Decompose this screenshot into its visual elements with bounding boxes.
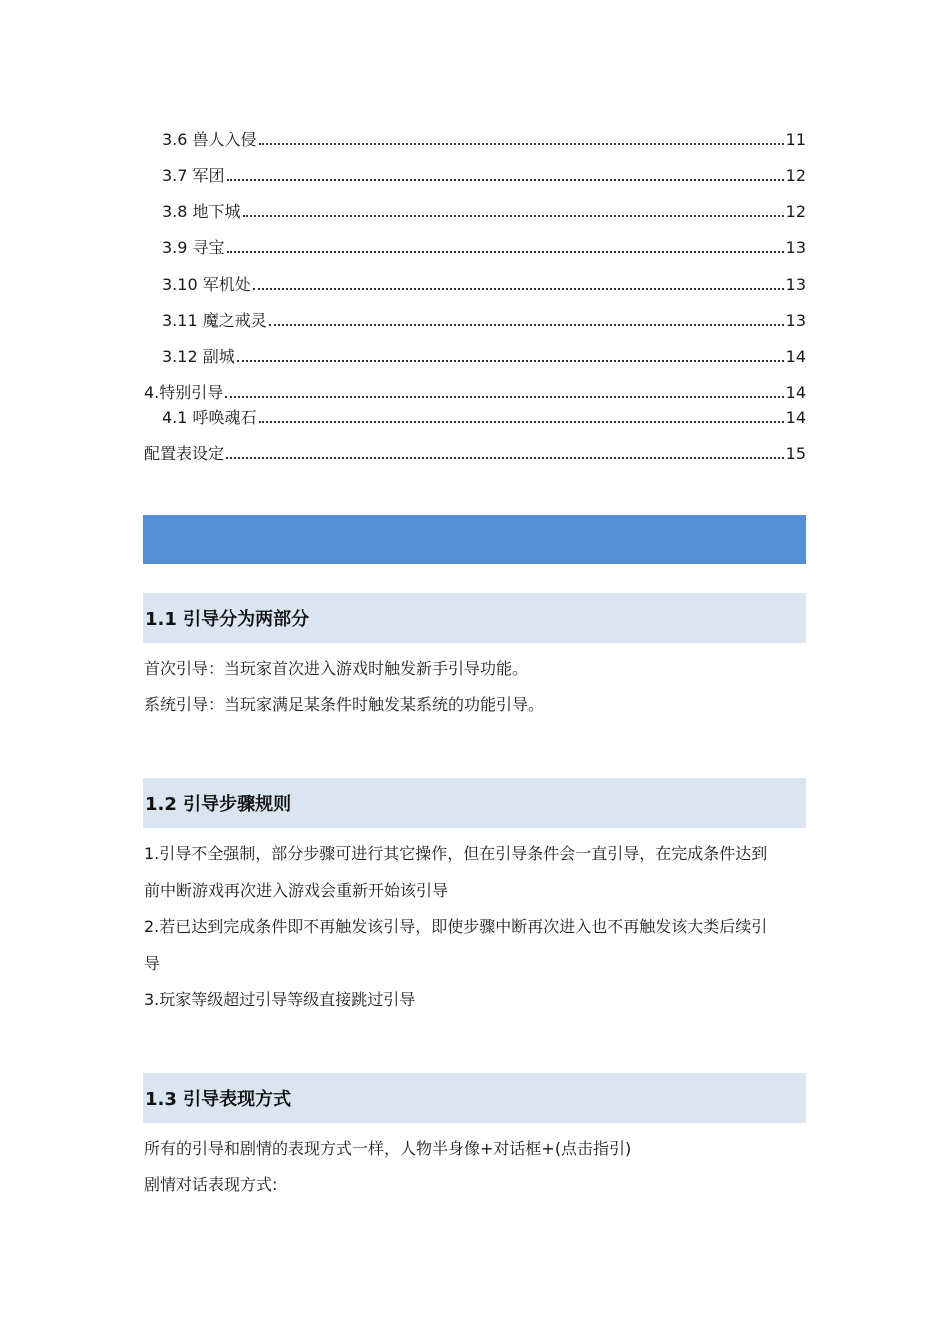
toc-dot-leader [253,288,784,290]
toc-entry[interactable] [144,162,806,186]
toc-entry-page: 11 [785,130,806,149]
paragraph-line: 前中断游戏再次进入游戏会重新开始该引导 [144,881,449,900]
toc-entry-title: 3.12 副城 [162,347,235,366]
toc-entry-page: 14 [785,383,806,402]
chapter-title-bar [143,515,806,564]
toc-entry-title: 4.1 呼唤魂石 [162,408,257,427]
section-heading: 1.2 引导步骤规则 [145,794,292,815]
paragraph-line: 2.若已达到完成条件即不再触发该引导，即使步骤中断再次进入也不再触发该大类后续引 [144,917,768,936]
toc-entry-page: 12 [785,202,806,221]
toc-entry-page: 15 [785,444,806,463]
section-heading: 1.3 引导表现方式 [145,1089,292,1110]
toc-dot-leader [259,421,784,423]
toc-entry-title: 4.特别引导 [144,383,224,402]
toc-dot-leader [226,457,784,459]
paragraph-line: 系统引导：当玩家满足某条件时触发某系统的功能引导。 [144,695,545,714]
toc-entry-page: 14 [785,408,806,427]
section-heading-bar [143,593,806,643]
toc-entry[interactable] [144,379,806,403]
toc-entry-title: 3.7 军团 [162,166,225,185]
toc-entry[interactable] [144,404,806,428]
toc-dot-leader [269,324,784,326]
toc-entry[interactable] [144,271,806,295]
toc-dot-leader [227,251,784,253]
toc-entry-page: 13 [785,275,806,294]
section-heading-bar [143,1073,806,1123]
toc-entry-title: 3.9 寻宝 [162,238,225,257]
toc-entry[interactable] [144,343,806,367]
toc-dot-leader [227,179,784,181]
toc-entry[interactable] [144,198,806,222]
toc-entry[interactable] [144,440,806,464]
toc-dot-leader [225,396,783,398]
paragraph-line: 首次引导：当玩家首次进入游戏时触发新手引导功能。 [144,659,529,678]
toc-dot-leader [237,360,784,362]
toc-entry-title: 3.6 兽人入侵 [162,130,257,149]
toc-entry-page: 12 [785,166,806,185]
toc-entry-title: 3.8 地下城 [162,202,241,221]
section-heading-bar [143,778,806,828]
toc-dot-leader [243,215,784,217]
section-heading: 1.1 引导分为两部分 [145,609,310,630]
toc-entry[interactable] [144,126,806,150]
paragraph-line: 1.引导不全强制，部分步骤可进行其它操作，但在引导条件会一直引导，在完成条件达到 [144,844,768,863]
toc-entry[interactable] [144,234,806,258]
paragraph-line: 所有的引导和剧情的表现方式一样，人物半身像+对话框+(点击指引) [144,1139,632,1158]
paragraph-line: 导 [144,954,161,973]
toc-entry-page: 14 [785,347,806,366]
toc-entry-page: 13 [785,311,806,330]
toc-entry-page: 13 [785,238,806,257]
paragraph-line: 剧情对话表现方式: [144,1175,278,1194]
toc-dot-leader [259,143,784,145]
paragraph-line: 3.玩家等级超过引导等级直接跳过引导 [144,990,416,1009]
toc-entry-title: 3.10 军机处 [162,275,251,294]
toc-entry-title: 3.11 魔之戒灵 [162,311,267,330]
toc-entry-title: 配置表设定 [144,444,225,463]
toc-entry[interactable] [144,307,806,331]
